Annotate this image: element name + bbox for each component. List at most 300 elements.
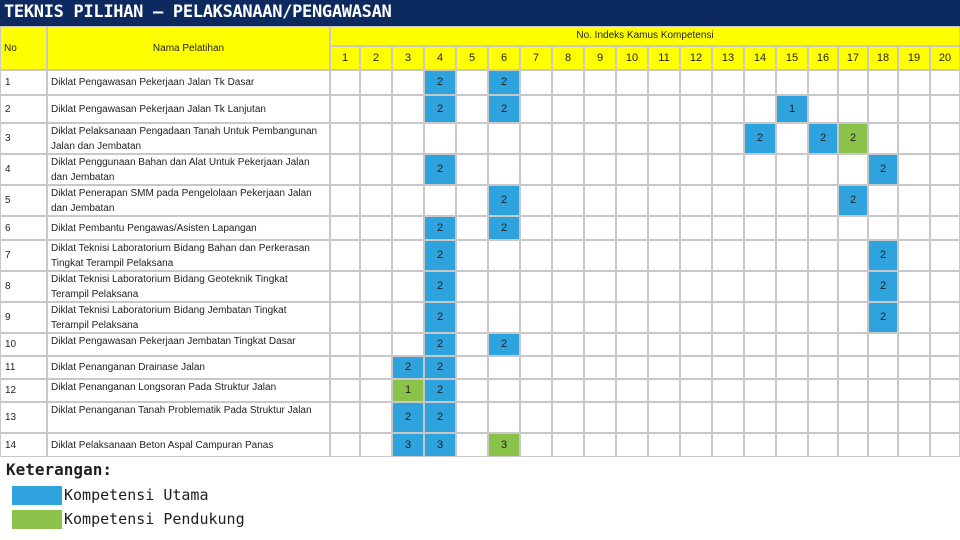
- index-cell: [488, 240, 520, 271]
- page-title: TEKNIS PILIHAN – PELAKSANAAN/PENGAWASAN: [4, 2, 392, 22]
- index-cell: [552, 123, 584, 154]
- index-cell: [898, 216, 930, 240]
- index-cell: [520, 356, 552, 379]
- index-cell: [520, 70, 552, 95]
- index-cell: [744, 70, 776, 95]
- competency-value: 2: [436, 311, 444, 323]
- row-no: 9: [5, 312, 11, 323]
- index-number-16: 16: [816, 52, 830, 64]
- index-cell: [808, 95, 838, 123]
- index-cell: [520, 123, 552, 154]
- index-cell: [712, 185, 744, 216]
- row-no: 5: [5, 195, 11, 206]
- index-cell: [680, 402, 712, 433]
- index-cell: [584, 333, 616, 356]
- index-cell: [898, 356, 930, 379]
- index-cell: [552, 271, 584, 302]
- index-cell: [520, 433, 552, 457]
- index-cell: [648, 185, 680, 216]
- index-cell: [456, 154, 488, 185]
- row-name: Diklat Pengawasan Pekerjaan Jembatan Tingkat Dasar: [51, 336, 296, 347]
- row-no: 8: [5, 281, 11, 292]
- index-cell: [520, 185, 552, 216]
- index-cell: [648, 154, 680, 185]
- index-cell: [584, 95, 616, 123]
- index-cell: [360, 333, 392, 356]
- index-cell: [648, 402, 680, 433]
- row-no: 13: [5, 412, 17, 423]
- index-cell: [488, 402, 520, 433]
- index-cell: [838, 356, 868, 379]
- index-cell: [456, 70, 488, 95]
- index-cell: [648, 240, 680, 271]
- index-cell: [868, 333, 898, 356]
- competency-value: 2: [436, 163, 444, 175]
- index-cell: [520, 302, 552, 333]
- index-cell: [360, 185, 392, 216]
- row-no: 2: [5, 103, 11, 115]
- index-cell: [712, 123, 744, 154]
- competency-value: 2: [849, 194, 857, 206]
- index-cell: [808, 333, 838, 356]
- index-cell: [616, 216, 648, 240]
- competency-value: 2: [500, 76, 508, 88]
- index-cell: [868, 185, 898, 216]
- index-cell: [712, 402, 744, 433]
- index-cell: [520, 402, 552, 433]
- index-cell: [330, 95, 360, 123]
- index-number-14: 14: [753, 52, 767, 64]
- index-cell: [392, 216, 424, 240]
- index-number-7: 7: [532, 52, 540, 64]
- index-cell: [776, 302, 808, 333]
- competency-value: 2: [436, 249, 444, 261]
- index-cell: [488, 302, 520, 333]
- competency-value: 2: [436, 361, 444, 373]
- index-cell: [456, 333, 488, 356]
- index-cell: [360, 70, 392, 95]
- index-cell: [392, 95, 424, 123]
- index-cell: [838, 154, 868, 185]
- index-cell: [424, 123, 456, 154]
- index-cell: [520, 154, 552, 185]
- competency-value: 2: [500, 221, 508, 234]
- index-cell: [330, 185, 360, 216]
- index-cell: [776, 216, 808, 240]
- index-cell: [898, 433, 930, 457]
- index-cell: [648, 123, 680, 154]
- index-cell: [330, 123, 360, 154]
- competency-value: 1: [788, 102, 796, 115]
- index-cell: [712, 302, 744, 333]
- index-cell: [680, 271, 712, 302]
- index-cell: [552, 95, 584, 123]
- index-cell: [520, 240, 552, 271]
- row-name: Diklat Pelaksanaan Beton Aspal Campuran Panas: [51, 439, 274, 451]
- index-cell: [898, 123, 930, 154]
- row-name: Diklat Teknisi Laboratorium Bidang Bahan dan Perkerasan Tingkat Terampil Pelaksana: [51, 243, 310, 269]
- competency-value: 2: [436, 280, 444, 292]
- index-cell: [584, 70, 616, 95]
- index-cell: [868, 216, 898, 240]
- index-cell: [552, 302, 584, 333]
- index-cell: [648, 216, 680, 240]
- competency-value: 2: [879, 311, 887, 323]
- index-cell: [868, 70, 898, 95]
- index-cell: [456, 240, 488, 271]
- index-number-6: 6: [500, 52, 508, 64]
- index-cell: [744, 95, 776, 123]
- index-cell: [712, 333, 744, 356]
- index-cell: [744, 433, 776, 457]
- index-cell: [584, 356, 616, 379]
- index-cell: [584, 185, 616, 216]
- competency-value: 3: [500, 438, 508, 451]
- index-cell: [616, 402, 648, 433]
- index-cell: [930, 302, 960, 333]
- competency-value: 2: [819, 132, 827, 144]
- legend-label-pendukung: Kompetensi Pendukung: [64, 510, 245, 528]
- row-no: 12: [5, 385, 17, 396]
- index-cell: [648, 70, 680, 95]
- index-cell: [360, 216, 392, 240]
- index-cell: [868, 402, 898, 433]
- index-cell: [808, 185, 838, 216]
- row-no: 11: [5, 362, 16, 373]
- index-cell: [680, 302, 712, 333]
- index-cell: [488, 379, 520, 402]
- index-cell: [584, 123, 616, 154]
- index-cell: [776, 402, 808, 433]
- index-number-9: 9: [596, 52, 604, 64]
- index-cell: [744, 333, 776, 356]
- index-cell: [552, 216, 584, 240]
- index-cell: [898, 333, 930, 356]
- index-number-15: 15: [785, 52, 799, 64]
- competency-value: 2: [500, 338, 508, 350]
- index-cell: [680, 333, 712, 356]
- index-cell: [808, 433, 838, 457]
- index-cell: [898, 402, 930, 433]
- index-cell: [616, 379, 648, 402]
- index-cell: [808, 402, 838, 433]
- index-cell: [488, 356, 520, 379]
- index-cell: [360, 271, 392, 302]
- index-cell: [776, 271, 808, 302]
- index-cell: [330, 216, 360, 240]
- legend-swatch-utama: [12, 486, 62, 505]
- index-cell: [360, 154, 392, 185]
- index-cell: [744, 154, 776, 185]
- index-number-8: 8: [564, 52, 572, 64]
- index-cell: [744, 379, 776, 402]
- row-name: Diklat Pembantu Pengawas/Asisten Lapangan: [51, 222, 257, 234]
- index-cell: [744, 302, 776, 333]
- index-cell: [392, 123, 424, 154]
- index-number-10: 10: [625, 52, 639, 64]
- index-cell: [838, 433, 868, 457]
- competency-value: 2: [879, 280, 887, 292]
- index-cell: [584, 216, 616, 240]
- index-number-19: 19: [907, 52, 921, 64]
- index-cell: [488, 271, 520, 302]
- row-name: Diklat Penerapan SMM pada Pengelolaan Pekerjaan Jalan dan Jembatan: [51, 188, 312, 214]
- index-cell: [456, 302, 488, 333]
- row-no: 10: [5, 339, 17, 350]
- index-cell: [680, 240, 712, 271]
- index-cell: [680, 154, 712, 185]
- index-number-2: 2: [372, 52, 380, 64]
- row-name: Diklat Penggunaan Bahan dan Alat Untuk Pekerjaan Jalan dan Jembatan: [51, 157, 310, 183]
- index-cell: [776, 70, 808, 95]
- index-cell: [616, 123, 648, 154]
- index-cell: [552, 333, 584, 356]
- index-cell: [648, 95, 680, 123]
- index-cell: [712, 70, 744, 95]
- index-cell: [456, 271, 488, 302]
- competency-value: 2: [436, 411, 444, 423]
- index-cell: [456, 95, 488, 123]
- index-cell: [392, 154, 424, 185]
- competency-value: 2: [436, 384, 444, 396]
- row-name: Diklat Pengawasan Pekerjaan Jalan Tk Lanjutan: [51, 103, 266, 115]
- index-cell: [330, 70, 360, 95]
- index-cell: [648, 271, 680, 302]
- index-cell: [360, 123, 392, 154]
- index-cell: [616, 433, 648, 457]
- index-cell: [456, 216, 488, 240]
- index-cell: [680, 216, 712, 240]
- index-cell: [552, 154, 584, 185]
- competency-value: 2: [500, 102, 508, 115]
- competency-value: 2: [404, 411, 412, 423]
- index-cell: [838, 271, 868, 302]
- index-number-1: 1: [341, 52, 349, 64]
- index-cell: [616, 154, 648, 185]
- index-cell: [520, 271, 552, 302]
- index-cell: [392, 333, 424, 356]
- index-cell: [616, 356, 648, 379]
- index-cell: [680, 433, 712, 457]
- index-cell: [744, 402, 776, 433]
- row-name: Diklat Teknisi Laboratorium Bidang Geoteknik Tingkat Terampil Pelaksana: [51, 274, 288, 300]
- row-name: Diklat Pengawasan Pekerjaan Jalan Tk Dasar: [51, 77, 255, 88]
- index-cell: [616, 333, 648, 356]
- index-cell: [392, 302, 424, 333]
- index-cell: [808, 356, 838, 379]
- index-cell: [808, 216, 838, 240]
- index-cell: [776, 379, 808, 402]
- index-cell: [584, 402, 616, 433]
- index-cell: [930, 271, 960, 302]
- competency-value: 2: [436, 102, 444, 115]
- index-cell: [392, 70, 424, 95]
- index-cell: [808, 70, 838, 95]
- index-cell: [776, 154, 808, 185]
- index-number-17: 17: [846, 52, 860, 64]
- index-cell: [616, 185, 648, 216]
- index-cell: [930, 433, 960, 457]
- index-cell: [838, 240, 868, 271]
- index-cell: [520, 216, 552, 240]
- index-cell: [456, 356, 488, 379]
- index-cell: [360, 402, 392, 433]
- competency-value: 2: [436, 76, 444, 88]
- index-cell: [616, 95, 648, 123]
- index-cell: [648, 333, 680, 356]
- index-cell: [552, 356, 584, 379]
- index-cell: [838, 333, 868, 356]
- index-cell: [360, 95, 392, 123]
- index-cell: [360, 240, 392, 271]
- index-cell: [712, 356, 744, 379]
- row-no: 14: [5, 439, 17, 451]
- row-name: Diklat Pelaksanaan Pengadaan Tanah Untuk Pembangunan Jalan dan Jembatan: [51, 126, 318, 152]
- index-cell: [584, 433, 616, 457]
- index-cell: [616, 271, 648, 302]
- index-cell: [744, 240, 776, 271]
- competency-value: 2: [436, 338, 444, 350]
- index-cell: [520, 95, 552, 123]
- index-cell: [930, 402, 960, 433]
- competency-value: 3: [436, 438, 444, 451]
- index-cell: [930, 123, 960, 154]
- index-cell: [584, 379, 616, 402]
- index-cell: [680, 356, 712, 379]
- competency-value: 2: [879, 163, 887, 175]
- index-cell: [898, 379, 930, 402]
- competency-value: 2: [879, 249, 887, 261]
- index-cell: [930, 333, 960, 356]
- index-cell: [360, 356, 392, 379]
- index-cell: [808, 240, 838, 271]
- index-cell: [776, 333, 808, 356]
- index-cell: [712, 271, 744, 302]
- index-cell: [930, 379, 960, 402]
- index-cell: [868, 356, 898, 379]
- index-cell: [616, 240, 648, 271]
- index-cell: [930, 240, 960, 271]
- index-cell: [808, 154, 838, 185]
- index-cell: [838, 402, 868, 433]
- competency-value: 2: [404, 361, 412, 373]
- index-cell: [520, 379, 552, 402]
- index-number-20: 20: [938, 52, 952, 64]
- index-cell: [838, 95, 868, 123]
- index-cell: [584, 302, 616, 333]
- index-cell: [488, 154, 520, 185]
- index-cell: [838, 302, 868, 333]
- index-cell: [616, 70, 648, 95]
- index-cell: [330, 433, 360, 457]
- index-cell: [330, 240, 360, 271]
- row-name: Diklat Penanganan Longsoran Pada Struktur Jalan: [51, 382, 277, 393]
- index-cell: [868, 379, 898, 402]
- index-cell: [898, 154, 930, 185]
- index-cell: [392, 240, 424, 271]
- competency-value: 1: [404, 384, 412, 396]
- index-cell: [552, 70, 584, 95]
- index-cell: [838, 216, 868, 240]
- index-cell: [552, 433, 584, 457]
- index-cell: [360, 302, 392, 333]
- index-cell: [330, 271, 360, 302]
- index-cell: [868, 123, 898, 154]
- index-cell: [930, 185, 960, 216]
- index-cell: [776, 123, 808, 154]
- index-cell: [584, 240, 616, 271]
- index-number-3: 3: [404, 52, 412, 64]
- index-number-4: 4: [436, 52, 444, 64]
- index-cell: [898, 95, 930, 123]
- index-number-11: 11: [658, 52, 670, 64]
- index-cell: [392, 185, 424, 216]
- row-name: Diklat Penanganan Tanah Problematik Pada Struktur Jalan: [51, 405, 312, 416]
- index-cell: [648, 433, 680, 457]
- index-cell: [424, 185, 456, 216]
- index-cell: [744, 185, 776, 216]
- index-cell: [712, 216, 744, 240]
- competency-value: 2: [849, 132, 857, 144]
- index-cell: [930, 154, 960, 185]
- competency-value: 3: [404, 438, 412, 451]
- index-cell: [680, 185, 712, 216]
- index-cell: [808, 379, 838, 402]
- index-cell: [808, 271, 838, 302]
- legend-label-utama: Kompetensi Utama: [64, 486, 209, 504]
- index-cell: [584, 154, 616, 185]
- index-cell: [330, 402, 360, 433]
- index-cell: [456, 123, 488, 154]
- index-cell: [898, 185, 930, 216]
- row-no: 4: [5, 164, 11, 175]
- index-cell: [898, 70, 930, 95]
- index-cell: [712, 95, 744, 123]
- index-cell: [898, 240, 930, 271]
- index-cell: [744, 216, 776, 240]
- index-cell: [930, 216, 960, 240]
- row-no: 7: [5, 250, 11, 261]
- index-cell: [930, 356, 960, 379]
- header-nama-pelatihan: Nama Pelatihan: [152, 43, 225, 54]
- index-cell: [930, 70, 960, 95]
- index-cell: [552, 402, 584, 433]
- index-number-18: 18: [876, 52, 890, 64]
- index-cell: [808, 302, 838, 333]
- index-cell: [330, 154, 360, 185]
- index-cell: [868, 433, 898, 457]
- index-cell: [680, 95, 712, 123]
- index-cell: [360, 433, 392, 457]
- index-cell: [648, 356, 680, 379]
- index-cell: [680, 379, 712, 402]
- index-cell: [330, 302, 360, 333]
- legend-swatch-pendukung: [12, 510, 62, 529]
- index-cell: [330, 333, 360, 356]
- index-cell: [360, 379, 392, 402]
- index-cell: [330, 356, 360, 379]
- index-cell: [898, 302, 930, 333]
- index-cell: [680, 123, 712, 154]
- index-cell: [552, 379, 584, 402]
- index-number-12: 12: [689, 52, 703, 64]
- index-cell: [930, 95, 960, 123]
- row-no: 6: [5, 222, 11, 234]
- index-cell: [330, 379, 360, 402]
- index-cell: [776, 433, 808, 457]
- index-cell: [776, 185, 808, 216]
- competency-value: 2: [436, 221, 444, 234]
